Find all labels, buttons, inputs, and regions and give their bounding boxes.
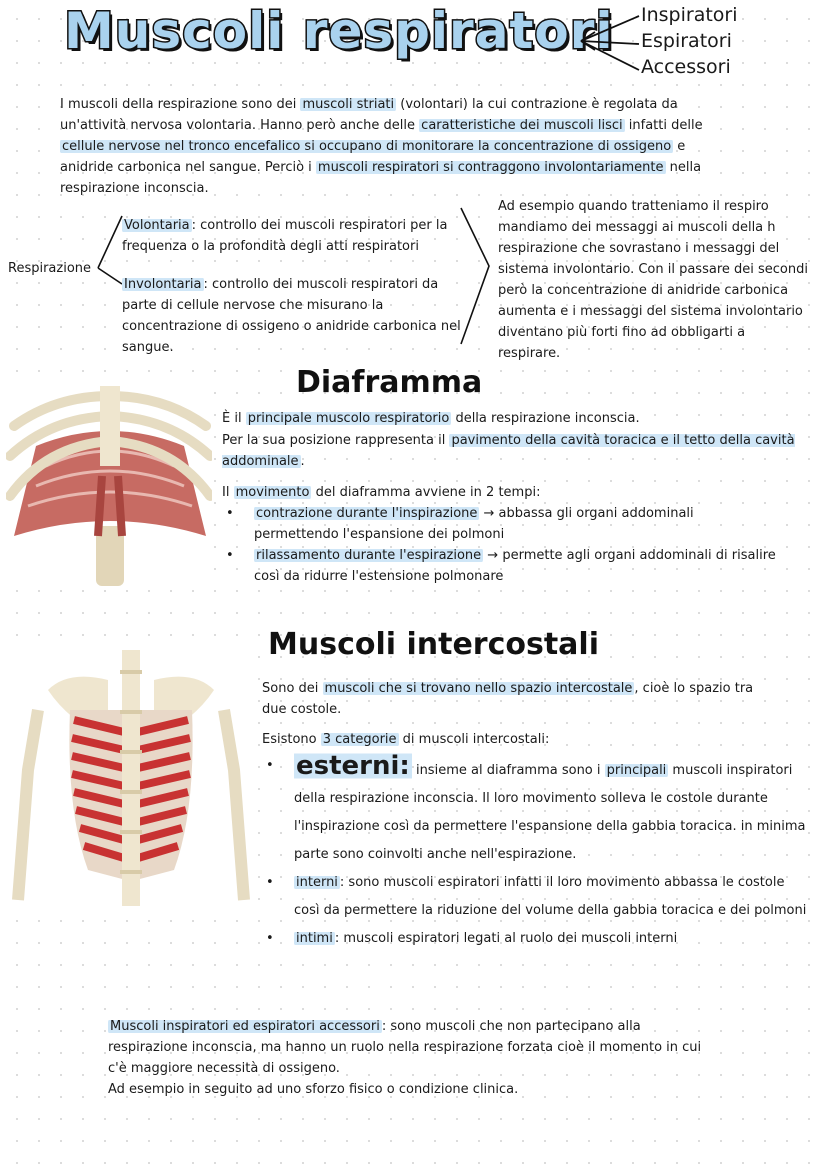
intro-text: nella respirazione inconscia. [60, 160, 702, 196]
intimi-label: intimi [296, 931, 333, 946]
page-title: Muscoli respiratori [64, 2, 614, 60]
bullet-text: → abbassa gli organi addominali permettendo l'espansione dei polmoni [254, 506, 694, 542]
diaframma-text: È il [222, 411, 246, 426]
bullet-highlight: principali [606, 763, 667, 778]
involontaria-block [122, 274, 462, 358]
diaframma-text: Per la sua posizione rappresenta il [222, 433, 450, 448]
diaframma-p1 [222, 408, 802, 429]
bullet-text: muscoli inspiratori della respirazione inconscia. Il loro movimento solleva le costole durante l'inspirazione così da permettere l'espansione della gabbia toracica. in minima parte sono coinvolti anche nell'espirazione. [294, 763, 806, 862]
diaframma-text: della respirazione inconscia. [451, 411, 640, 426]
title-branch-arrows [575, 6, 645, 76]
intro-highlight: muscoli striati [302, 97, 395, 112]
intro-text: (volontari) la cui contrazione è regolata da un'attività nervosa volontaria. Hanno però anche delle [60, 97, 678, 133]
diaframma-p2 [222, 430, 802, 472]
interni-label: interni [296, 875, 338, 890]
bullet-text: : sono muscoli espiratori infatti il loro movimento abbassa le costole così da permettere la riduzione del volume della gabbia toracica e dei polmoni [294, 875, 807, 918]
bullet-text: insieme al diaframma sono i [411, 763, 605, 778]
bullet-text: → permette agli organi addominali di risalire così da ridurre l'estensione polmonare [254, 548, 776, 584]
respirazione-label: Respirazione [8, 261, 92, 276]
intro-text: e anidride carbonica nel sangue. Perciò i [60, 139, 686, 175]
involontaria-text: : controllo dei muscoli respiratori da parte di cellule nervose che misurano la concentrazione di ossigeno o anidride carbonica nel sangue. [122, 277, 461, 355]
list-item [262, 869, 810, 925]
intercostal-illustration [8, 650, 254, 906]
intro-highlight: caratteristiche dei muscoli lisci [421, 118, 623, 133]
esterni-label: esterni: [296, 751, 410, 781]
diaframma-text: del diaframma avviene in 2 tempi: [311, 485, 541, 500]
diaframma-text: . [300, 454, 305, 469]
diaframma-p3 [222, 482, 802, 503]
diaframma-text: Il [222, 485, 234, 500]
volontaria-block [122, 215, 467, 257]
intercostali-text: Esistono [262, 732, 321, 747]
intercostali-p2 [262, 729, 782, 750]
intercostali-text: , cioè lo spazio tra due costole. [262, 681, 754, 717]
diaframma-highlight: principale muscolo respiratorio [247, 411, 450, 426]
intercostali-list [262, 752, 810, 953]
bullet-highlight: rilassamento durante l'espirazione [256, 548, 482, 563]
accessori-text: : sono muscoli che non partecipano alla respirazione inconscia, ma hanno un ruolo nella respirazione forzata cioè il momento in cui c'è maggiore necessità di ossigeno. [108, 1019, 702, 1076]
type-accessori: Accessori [641, 56, 731, 78]
involontaria-label: Involontaria [124, 277, 202, 292]
bullet-text: : muscoli espiratori legati al ruolo dei muscoli interni [334, 931, 678, 946]
intercostali-title: Muscoli intercostali [268, 627, 599, 662]
intercostali-highlight: 3 categorie [322, 732, 397, 747]
intercostali-text: di muscoli intercostali: [398, 732, 550, 747]
example-chevron [455, 200, 495, 350]
list-item [222, 545, 782, 587]
intercostali-p1 [262, 678, 762, 720]
diaframma-highlight: movimento [235, 485, 310, 500]
volontaria-text: : controllo dei muscoli respiratori per la frequenza o la profondità degli atti respiratori [122, 218, 448, 254]
title-types [641, 2, 738, 80]
list-item [222, 503, 782, 545]
type-espiratori: Espiratori [641, 30, 732, 52]
intercostali-highlight: muscoli che si trovano nello spazio intercostale [324, 681, 633, 696]
intro-text: infatti delle [624, 118, 703, 133]
diaframma-highlight: pavimento della cavità toracica e il tetto della cavità addominale [222, 433, 795, 469]
accessori-label: Muscoli inspiratori ed espiratori accessori [110, 1019, 380, 1034]
intro-highlight: muscoli respiratori si contraggono involontariamente [317, 160, 664, 175]
intercostali-text: Sono dei [262, 681, 323, 696]
list-item [262, 925, 810, 953]
intro-highlight: cellule nervose nel tronco encefalico si occupano di monitorare la concentrazione di ossigeno [62, 139, 672, 154]
accessori-paragraph [108, 1016, 718, 1100]
bullet-highlight: contrazione durante l'inspirazione [256, 506, 478, 521]
volontaria-label: Volontaria [124, 218, 190, 233]
type-inspiratori: Inspiratori [641, 4, 738, 26]
diaframma-title: Diaframma [296, 365, 483, 400]
diaphragm-illustration [6, 386, 212, 590]
accessori-example: Ad esempio in seguito ad uno sforzo fisico o condizione clinica. [108, 1082, 519, 1097]
diaframma-list [222, 503, 782, 587]
intro-text: I muscoli della respirazione sono dei [60, 97, 301, 112]
list-item [262, 752, 810, 869]
example-text: Ad esempio quando tratteniamo il respiro mandiamo dei messaggi ai muscoli della h respirazione che sovrastano i messaggi del sistema involontario. Con il passare dei secondi però la concentrazione di anidride carbonica aumenta e i messaggi del sistema involontario diventano più forti fino ad obbligarti a respirare. [498, 199, 808, 361]
intro-paragraph [60, 94, 740, 199]
